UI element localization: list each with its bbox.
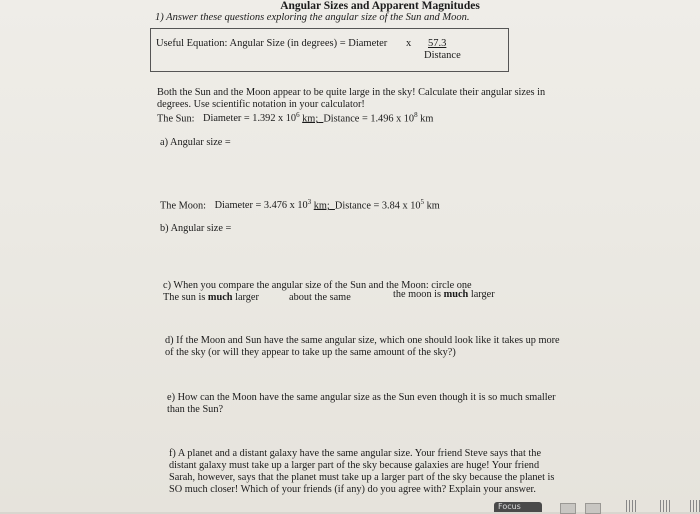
window-icon[interactable] — [560, 503, 576, 514]
moon-diameter-exponent: 3 — [307, 198, 312, 206]
focus-button[interactable]: Focus — [494, 502, 542, 512]
instruction-text: 1) Answer these questions exploring the angular size of the Sun and Moon. — [155, 12, 470, 23]
intro-line-2: degrees. Use scientific notation in your calculator! — [157, 99, 365, 110]
sun-data-line — [157, 111, 433, 124]
equation-label: Useful Equation: Angular Size (in degrees) = Diameter — [156, 38, 388, 49]
equation-numerator: 57.3 — [428, 38, 447, 49]
worksheet-title: Angular Sizes and Apparent Magnitudes — [280, 0, 480, 12]
sun-diameter: Diameter = 1.392 x 10 — [203, 113, 297, 125]
question-c-prompt: c) When you compare the angular size of the Sun and the Moon: circle one — [163, 280, 472, 291]
question-c-option-1: The sun is much larger — [163, 292, 259, 303]
question-f-line-4: SO much closer! Which of your friends (if any) do you agree with? Explain your answer. — [169, 484, 536, 495]
equation-times: x — [406, 38, 412, 49]
question-d-line-1: d) If the Moon and Sun have the same angular size, which one should look like it takes up more — [165, 335, 560, 346]
moon-distance-exponent: 5 — [420, 198, 425, 206]
sun-distance: Distance = 1.496 x 10 — [323, 113, 415, 125]
question-f-line-3: Sarah, however, says that the planet must take up a larger part of the sky because the planet is — [169, 472, 555, 483]
question-e-line-2: than the Sun? — [167, 404, 224, 415]
moon-distance-unit: km — [426, 200, 440, 212]
sun-distance-exponent: 8 — [414, 111, 418, 119]
sun-diameter-exponent: 6 — [296, 111, 300, 119]
question-a: a) Angular size = — [160, 137, 231, 148]
intro-line-1: Both the Sun and the Moon appear to be quite large in the sky! Calculate their angular sizes in — [157, 87, 546, 98]
equation-denominator: Distance — [424, 50, 461, 61]
stack-icon — [690, 500, 700, 512]
sun-distance-unit: km — [420, 113, 434, 125]
question-f-line-1: f) A planet and a distant galaxy have the same angular size. Your friend Steve says that the — [169, 448, 542, 459]
sun-label: The Sun: — [157, 113, 195, 125]
moon-label: The Moon: — [160, 200, 207, 212]
question-e-line-1: e) How can the Moon have the same angular size as the Sun even though it is so much smaller — [167, 392, 556, 403]
question-d-line-2: of the sky (or will they appear to take up the same amount of the sky?) — [165, 347, 456, 358]
moon-diameter-unit: km; — [313, 200, 330, 212]
stack-icon — [626, 500, 638, 512]
question-c-option-2: about the same — [289, 292, 351, 303]
question-c-option-3: the moon is much larger — [393, 289, 495, 300]
sun-diameter-unit: km; — [302, 113, 319, 125]
moon-diameter: Diameter = 3.476 x 10 — [214, 200, 308, 212]
equation-box — [150, 28, 509, 72]
moon-data-line — [160, 198, 440, 211]
moon-distance: Distance = 3.84 x 10 — [334, 200, 421, 212]
window-icon[interactable] — [585, 503, 601, 514]
stack-icon — [660, 500, 672, 512]
question-f-line-2: distant galaxy must take up a larger part of the sky because galaxies are huge! Your friend — [169, 460, 540, 471]
question-b: b) Angular size = — [160, 223, 232, 234]
